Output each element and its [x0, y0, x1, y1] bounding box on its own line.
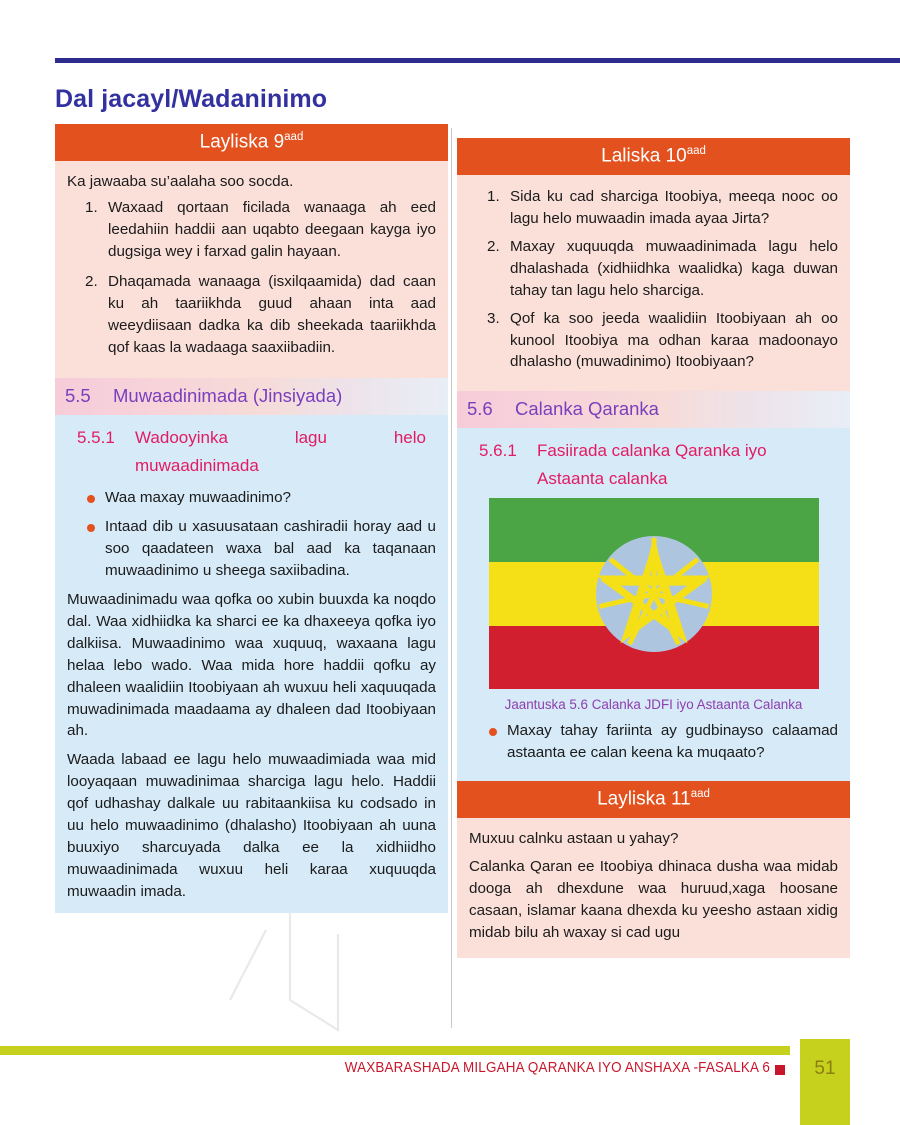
paragraph: Calanka Qaran ee Itoobiya dhinaca dusha waa midab dooga ah dhexdune waa huruud,xaga hoosane casaan, islamar kaana dhexda ku yeesho astaan xidig midab bilu ah waxay si cad ugu	[469, 858, 838, 941]
ethiopia-flag-image	[489, 498, 819, 689]
exercise-9-header	[55, 124, 448, 161]
subsection-5-6-1-title-line2: Astaanta calanka	[537, 469, 668, 489]
list-item: Maxay tahay fariinta ay gudbinayso calaamad astaanta ee calan keena ka muqaato?	[469, 720, 838, 764]
footer-rule	[0, 1046, 790, 1055]
exercise-10-body	[457, 175, 850, 391]
exercise-11-title: Layliska 11	[597, 788, 691, 810]
section-5-6-title: Calanka Qaranka	[515, 398, 659, 420]
section-5-5-body	[55, 415, 448, 912]
section-5-5-bullet-list	[67, 487, 436, 582]
section-5-6-header	[457, 391, 850, 428]
subsection-5-5-1-title: Wadooyinka lagu helo	[135, 428, 426, 448]
subsection-5-6-1-header	[469, 432, 838, 468]
section-5-6-number: 5.6	[467, 398, 493, 420]
subsection-5-5-1-header-line2	[67, 455, 436, 479]
subsection-5-6-1-number: 5.6.1	[479, 441, 517, 461]
page-title: Dal jacayl/Wadaninimo	[55, 84, 328, 113]
flag-question-list	[469, 720, 838, 764]
subsection-5-5-1-title-line2: muwaadinimada	[135, 456, 259, 476]
list-item: Sida ku cad sharciga Itoobiya, meeqa nooc oo lagu helo muwaadin imada ayaa Jirta?	[510, 188, 838, 228]
exercise-9-title-sup: aad	[284, 131, 304, 143]
exercise-10-title: Laliska 10	[601, 145, 687, 167]
flag-figure	[469, 492, 838, 716]
exercise-9-question-list	[67, 197, 436, 358]
section-5-5-number: 5.5	[65, 385, 91, 407]
page-number: 51	[814, 1058, 836, 1079]
section-5-5-header	[55, 378, 448, 415]
section-5-5-title: Muwaadinimada (Jinsiyada)	[113, 385, 343, 407]
footer-square-marker	[775, 1065, 785, 1075]
exercise-11-lead: Muxuu calnku astaan u yahay?	[469, 830, 679, 848]
subsection-5-5-1-header	[67, 419, 436, 455]
subsection-5-6-1-number-spacer	[479, 468, 537, 490]
flag-caption: Jaantuska 5.6 Calanka JDFI iyo Astaanta Calanka	[504, 696, 803, 712]
right-column	[457, 124, 850, 958]
exercise-9-body	[55, 161, 448, 378]
subsection-5-6-1-title: Fasiirada calanka Qaranka iyo	[537, 441, 767, 461]
exercise-11-header	[457, 781, 850, 818]
list-item: Waa maxay muwaadinimo?	[67, 487, 436, 509]
exercise-10-header	[457, 138, 850, 175]
exercise-11-body	[457, 818, 850, 958]
list-item: Intaad dib u xasuusataan cashiradii horay aad u soo qaadateen waxa bal aad ka taqanaan muwaadinimo u sheega saxiibadina.	[67, 516, 436, 582]
exercise-11-title-sup: aad	[690, 787, 710, 800]
paragraph: Muwaadinimadu waa qofka oo xubin buuxda ka noqdo dal. Waa xidhiidka ka sharci ee ka dhaxeeya qofka iyo dalkiisa. Muwaadinimo waa xuquuq, waxaana lagu helaa lebo wado. Waa mida hore haddii qofku ay dhaleen waalidiin Itoobiyaan ah wuxuu heli xaquuqada muwadinimada maadaama ay dhaleen dad Itoobiyaan ah.	[67, 591, 436, 740]
list-item: Waxaad qortaan ficilada wanaaga ah eed leedahiin haddii aan uqabto deegaan kayga iyo dugsiga wey i farxad galin hayaan.	[108, 199, 436, 260]
list-item: Dhaqamada wanaaga (isxilqaamida) dad caan ku ah taariikhda guud ahaan inta aad weeydiisaan dadka ka dib sheekada taariikhda qof kaas la wadaaga saaxiibadiin.	[108, 272, 436, 356]
list-item: Maxay xuquuqda muwaadinimada lagu helo dhalashada (xidhiidhka waalidka) kaga duwan tahay tan lagu helo sharciga.	[510, 238, 838, 299]
footer-text: WAXBARASHADA MILGAHA QARANKA IYO ANSHAXA -FASALKA 6	[344, 1060, 770, 1076]
exercise-9-title: Layliska 9	[199, 131, 285, 153]
section-5-6-body	[457, 428, 850, 781]
column-divider	[451, 128, 452, 1028]
page-number-box	[800, 1039, 850, 1125]
exercise-10-title-sup: aad	[686, 145, 706, 157]
exercise-10-question-list	[469, 186, 838, 373]
exercise-9-lead: Ka jawaaba su’aalaha soo socda.	[67, 173, 294, 191]
subsection-5-5-1-number: 5.5.1	[77, 428, 115, 448]
subsection-5-5-1-number-spacer	[77, 455, 135, 477]
list-item: Qof ka soo jeeda waalidiin Itoobiyaan ah oo kunool Itoobiya ma odhan karaa madoonayo dhalasho (muwadinimo) Itoobiyaan?	[510, 309, 838, 371]
subsection-5-6-1-header-line2	[469, 468, 838, 492]
paragraph: Waada labaad ee lagu helo muwaadimiada waa mid looyaqaan muwadinimaa sharciga lagu helo. Haddii qof udhashay dalkale uu rabitaankiisa ku codsado in uu helo muwaadinimo (dhalasho) Itoobiyaan ah uuna buuxiyo sharcuyada dalka ee la xidhiidho muwaadinimada wuxuu heli karaa xuquuqda muwaadin imada.	[67, 751, 436, 900]
page-top-rule	[55, 58, 900, 63]
left-column	[55, 124, 448, 913]
